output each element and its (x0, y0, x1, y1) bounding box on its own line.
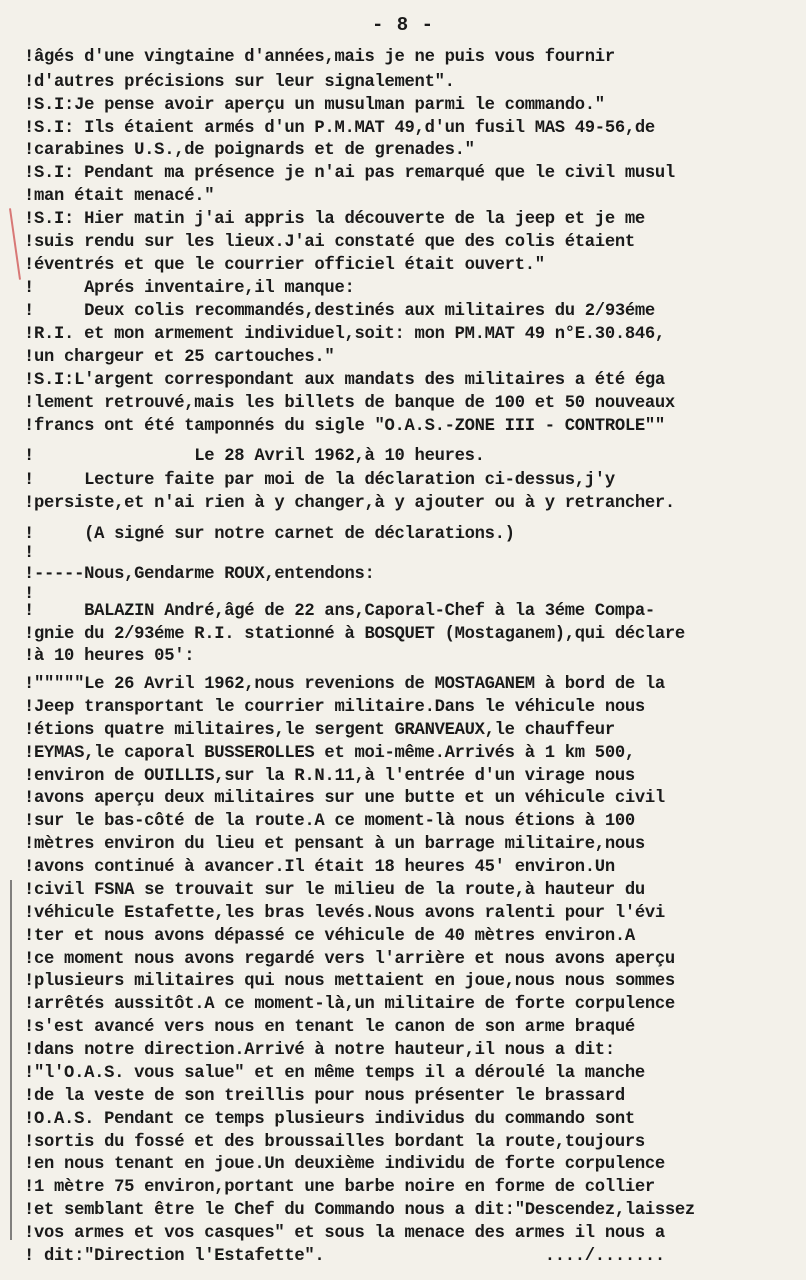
text-line: !R.I. et mon armement individuel,soit: mon PM.MAT 49 n°E.30.846, (24, 325, 665, 344)
text-line: ! (24, 544, 35, 563)
text-line: !s'est avancé vers nous en tenant le canon de son arme braqué (24, 1018, 635, 1037)
text-line: !carabines U.S.,de poignards et de grenades." (24, 141, 475, 160)
text-line: !-----Nous,Gendarme ROUX,entendons: (24, 565, 375, 584)
text-line: !mètres environ du lieu et pensant à un barrage militaire,nous (24, 835, 645, 854)
text-line: !vos armes et vos casques" et sous la menace des armes il nous a (24, 1224, 665, 1243)
text-line: !S.I: Hier matin j'ai appris la découverte de la jeep et je me (24, 210, 645, 229)
text-line: !dans notre direction.Arrivé à notre hauteur,il nous a dit: (24, 1041, 615, 1060)
text-line: !lement retrouvé,mais les billets de banque de 100 et 50 nouveaux (24, 394, 675, 413)
text-line: !gnie du 2/93éme R.I. stationné à BOSQUET (Mostaganem),qui déclare (24, 625, 685, 644)
text-line: !S.I:Je pense avoir aperçu un musulman parmi le commando." (24, 96, 605, 115)
text-line: ! Deux colis recommandés,destinés aux militaires du 2/93éme (24, 302, 655, 321)
text-line: ! Aprés inventaire,il manque: (24, 279, 355, 298)
text-line: !environ de OUILLIS,sur la R.N.11,à l'entrée d'un virage nous (24, 767, 635, 786)
text-line: !avons continué à avancer.Il était 18 heures 45' environ.Un (24, 858, 615, 877)
text-line: !âgés d'une vingtaine d'années,mais je ne puis vous fournir (24, 48, 615, 67)
text-line: !sortis du fossé et des broussailles bordant la route,toujours (24, 1133, 645, 1152)
text-line: !suis rendu sur les lieux.J'ai constaté que des colis étaient (24, 233, 635, 252)
text-line: !O.A.S. Pendant ce temps plusieurs individus du commando sont (24, 1110, 635, 1129)
text-line: ! Lecture faite par moi de la déclaration ci-dessus,j'y (24, 471, 615, 490)
text-line: !persiste,et n'ai rien à y changer,à y ajouter ou à y retrancher. (24, 494, 675, 513)
text-line: !arrêtés aussitôt.A ce moment-là,un militaire de forte corpulence (24, 995, 675, 1014)
text-line: !"l'O.A.S. vous salue" et en même temps il a déroulé la manche (24, 1064, 645, 1083)
text-line: !d'autres précisions sur leur signalement". (24, 73, 455, 92)
text-line: ! (A signé sur notre carnet de déclarations.) (24, 525, 515, 544)
text-line: !civil FSNA se trouvait sur le milieu de la route,à hauteur du (24, 881, 645, 900)
text-line: !étions quatre militaires,le sergent GRANVEAUX,le chauffeur (24, 721, 615, 740)
text-line: !en nous tenant en joue.Un deuxième individu de forte corpulence (24, 1155, 665, 1174)
text-line: ! (24, 585, 35, 604)
text-line: !éventrés et que le courrier officiel était ouvert." (24, 256, 545, 275)
text-line: !Jeep transportant le courrier militaire.Dans le véhicule nous (24, 698, 645, 717)
text-line: !à 10 heures 05': (24, 647, 195, 666)
text-line: ! dit:"Direction l'Estafette". ..../....... (24, 1247, 665, 1266)
text-line: !S.I: Ils étaient armés d'un P.M.MAT 49,d'un fusil MAS 49-56,de (24, 119, 655, 138)
text-line: !"""""Le 26 Avril 1962,nous revenions de MOSTAGANEM à bord de la (24, 675, 665, 694)
text-line: !un chargeur et 25 cartouches." (24, 348, 335, 367)
text-line: !S.I:L'argent correspondant aux mandats des militaires a été éga (24, 371, 665, 390)
text-line: !S.I: Pendant ma présence je n'ai pas remarqué que le civil musul (24, 164, 675, 183)
text-line: !1 mètre 75 environ,portant une barbe noire en forme de collier (24, 1178, 655, 1197)
text-line: !sur le bas-côté de la route.A ce moment-là nous étions à 100 (24, 812, 635, 831)
text-line: !ter et nous avons dépassé ce véhicule de 40 mètres environ.A (24, 927, 635, 946)
text-line: ! Le 28 Avril 1962,à 10 heures. (24, 447, 485, 466)
text-line: !man était menacé." (24, 187, 215, 206)
margin-annotation-red (9, 208, 21, 280)
text-line: !avons aperçu deux militaires sur une butte et un véhicule civil (24, 789, 665, 808)
text-line: !véhicule Estafette,les bras levés.Nous avons ralenti pour l'évi (24, 904, 665, 923)
text-line: ! BALAZIN André,âgé de 22 ans,Caporal-Chef à la 3éme Compa- (24, 602, 655, 621)
margin-annotation-line (10, 880, 12, 1240)
text-line: !de la veste de son treillis pour nous présenter le brassard (24, 1087, 625, 1106)
text-line: !et semblant être le Chef du Commando nous a dit:"Descendez,laissez (24, 1201, 695, 1220)
text-line: !plusieurs militaires qui nous mettaient en joue,nous nous sommes (24, 972, 675, 991)
text-line: !francs ont été tamponnés du sigle "O.A.S.-ZONE III - CONTROLE"" (24, 417, 665, 436)
text-line: !EYMAS,le caporal BUSSEROLLES et moi-même.Arrivés à 1 km 500, (24, 744, 635, 763)
page-number: - 8 - (371, 14, 434, 36)
text-line: !ce moment nous avons regardé vers l'arrière et nous avons aperçu (24, 950, 675, 969)
